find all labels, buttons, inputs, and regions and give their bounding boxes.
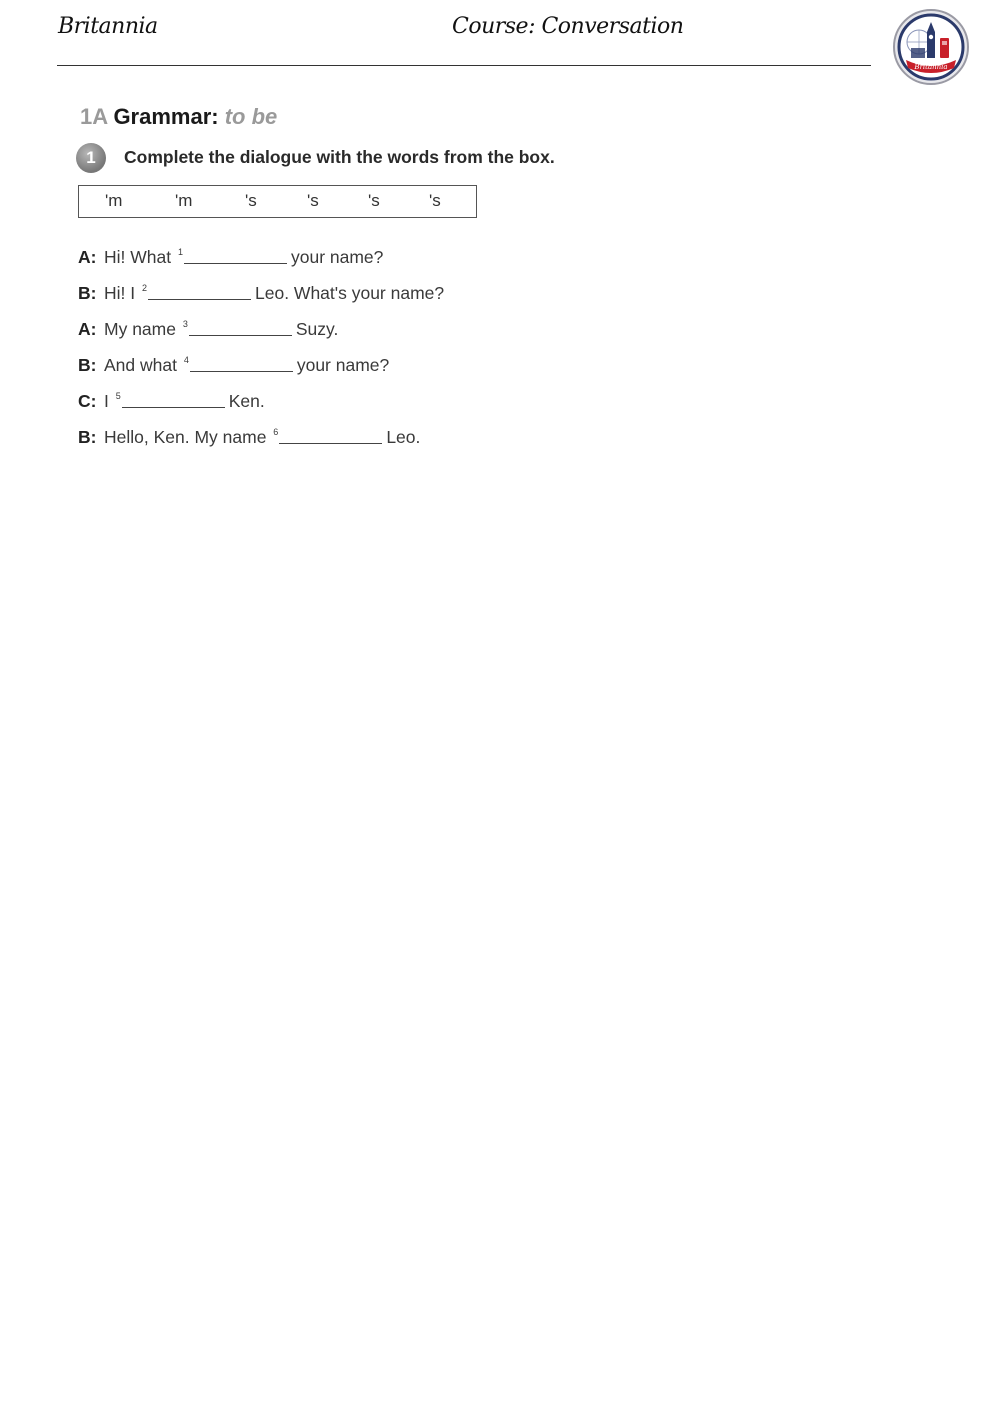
line-text-before: Hello, Ken. My name [104, 427, 272, 447]
word-box [78, 185, 477, 218]
line-text-before: I [104, 391, 114, 411]
answer-blank[interactable] [148, 298, 251, 300]
line-text-after: your name? [296, 355, 390, 375]
speaker-label: A: [78, 247, 97, 267]
dialogue-line [78, 319, 338, 340]
word-box-item: 's [307, 191, 319, 210]
header-divider [57, 65, 871, 66]
speaker-label: C: [78, 391, 97, 411]
line-text-after: your name? [290, 247, 384, 267]
section-title [80, 104, 277, 130]
word-box-item: 's [245, 191, 257, 210]
dialogue-line [78, 427, 420, 448]
speaker-label: A: [78, 319, 97, 339]
section-label: Grammar: [113, 104, 219, 129]
britannia-logo-icon [892, 8, 970, 86]
course-title: Course: Conversation [452, 14, 684, 39]
line-text-before: My name [104, 319, 181, 339]
answer-blank[interactable] [189, 334, 292, 336]
line-text-after: Suzy. [295, 319, 339, 339]
gap-number: 1 [177, 247, 183, 257]
speaker-label: B: [78, 427, 97, 447]
gap-number: 4 [183, 355, 189, 365]
line-text-after: Leo. [386, 427, 421, 447]
section-topic: to be [224, 104, 278, 129]
exercise-number-badge: 1 [76, 143, 106, 173]
word-box-item: 's [429, 191, 441, 210]
gap-number: 6 [273, 427, 279, 437]
line-text-after: Leo. What's your name? [255, 283, 445, 303]
line-text-before: And what [104, 355, 182, 375]
section-number: 1A [80, 104, 108, 129]
answer-blank[interactable] [190, 370, 293, 372]
dialogue-line [78, 283, 444, 304]
line-text-after: Ken. [228, 391, 265, 411]
speaker-label: B: [78, 355, 97, 375]
word-box-item: 's [368, 191, 380, 210]
word-box-item: 'm [175, 191, 193, 210]
answer-blank[interactable] [122, 406, 225, 408]
line-text-before: Hi! I [104, 283, 140, 303]
speaker-label: B: [78, 283, 97, 303]
logo-text: Britannia [914, 63, 948, 71]
dialogue-line [78, 355, 389, 376]
exercise-instruction: Complete the dialogue with the words from the box. [124, 147, 555, 167]
gap-number: 2 [141, 283, 147, 293]
gap-number: 3 [182, 319, 188, 329]
answer-blank[interactable] [184, 262, 287, 264]
word-box-item: 'm [105, 191, 123, 210]
dialogue-line [78, 247, 383, 268]
dialogue-line [78, 391, 265, 412]
gap-number: 5 [115, 391, 121, 401]
answer-blank[interactable] [279, 442, 382, 444]
school-name: Britannia [58, 14, 158, 39]
line-text-before: Hi! What [104, 247, 176, 267]
